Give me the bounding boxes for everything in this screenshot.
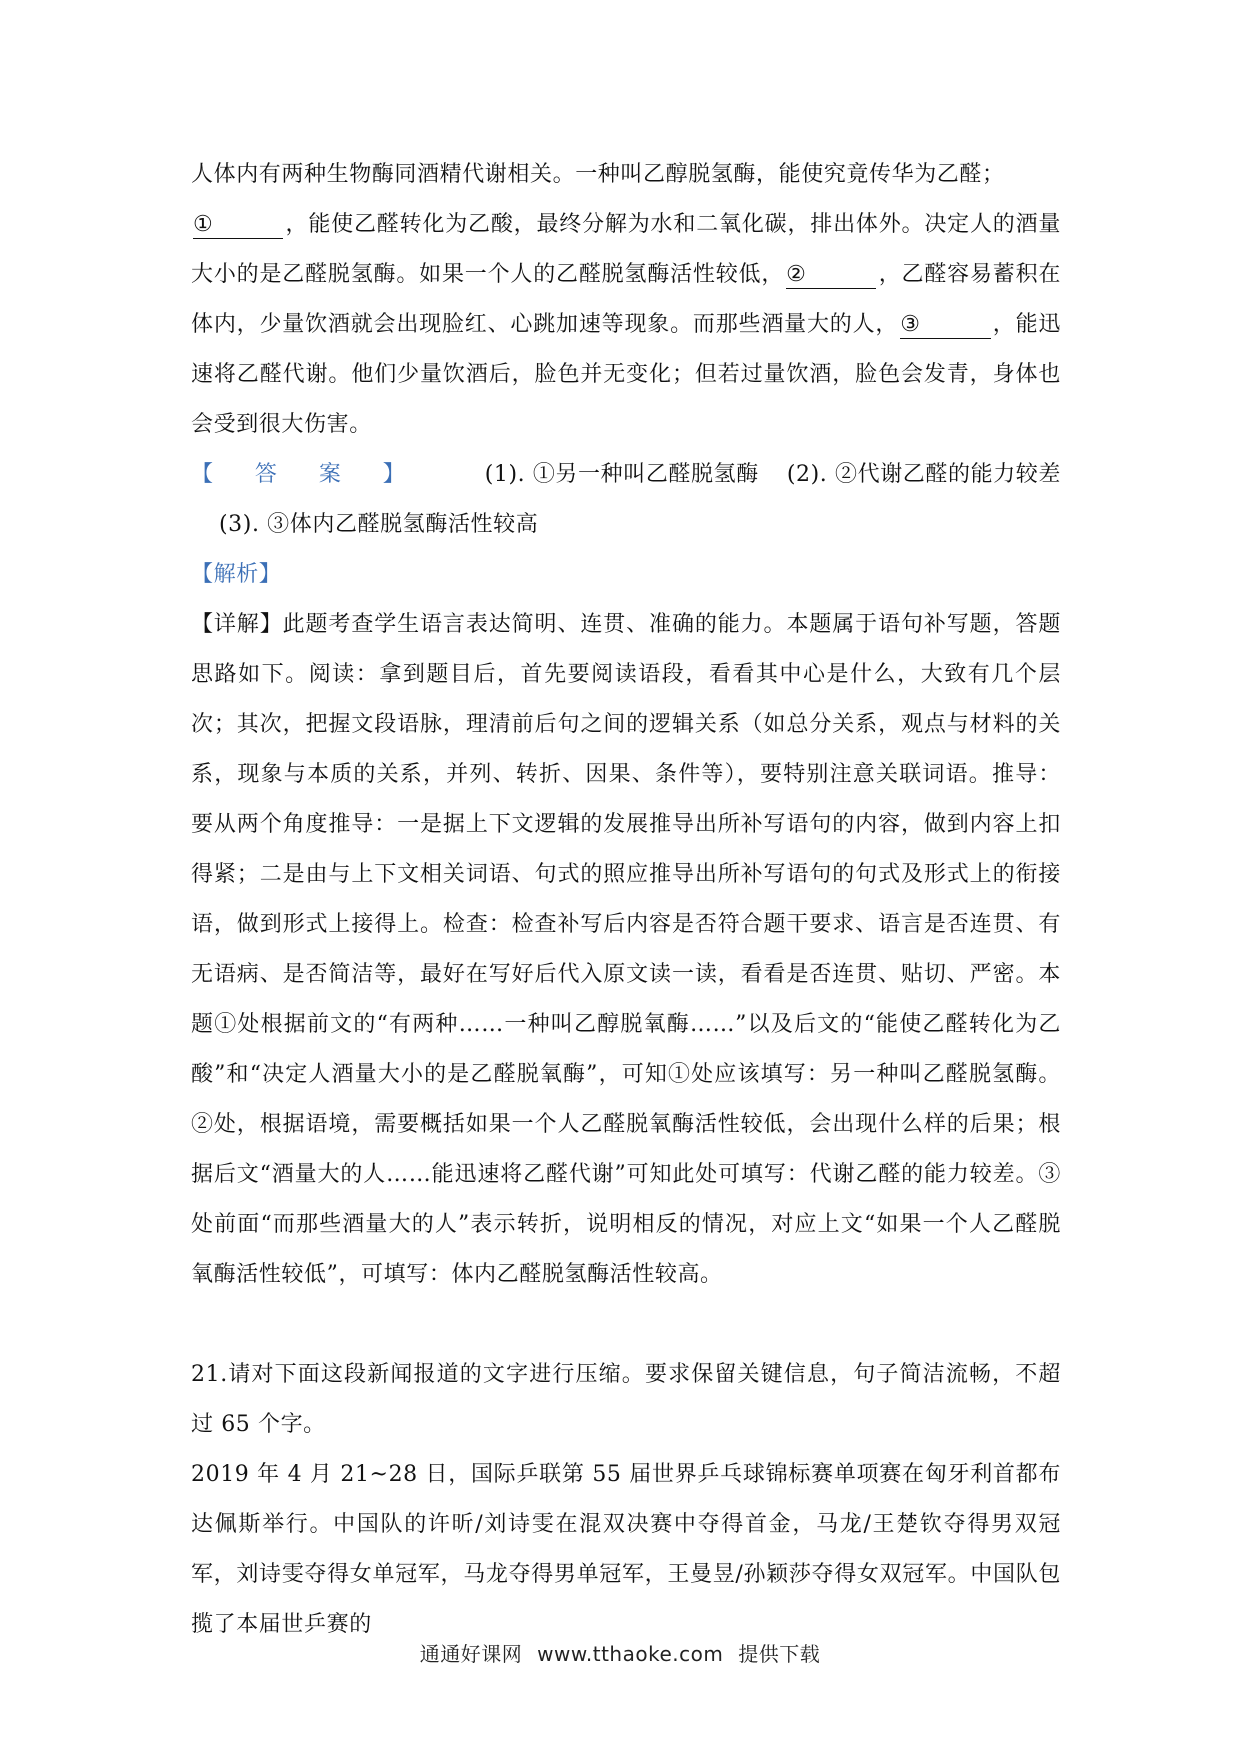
footer-site: 通通好课网 — [419, 1642, 523, 1666]
analysis-detail: 【详解】此题考查学生语言表达简明、连贯、准确的能力。本题属于语句补写题，答题思路如下。阅读：拿到题目后，首先要阅读语段，看看其中心是什么，大致有几个层次；其次，把握文段语脉，理清前后句之间的逻辑关系（如总分关系，观点与材料的关系，现象与本质的关系，并列、转折、因果、条件等），要特别注意关联词语。推导：要从两个角度推导：一是据上下文逻辑的发展推导出所补写语句的内容，做到内容上扣得紧；二是由与上下文相关词语、句式的照应推导出所补写语句的句式及形式上的衔接语，做到形式上接得上。检查：检查补写后内容是否符合题干要求、语言是否连贯、有无语病、是否简洁等，最好在写好后代入原文读一读，看看是否连贯、贴切、严密。本题①处根据前文的“有两种……一种叫乙醇脱氧酶……”以及后文的“能使乙醛转化为乙酸”和“决定人酒量大小的是乙醛脱氧酶”，可知①处应该填写：另一种叫乙醛脱氢酶。②处，根据语境，需要概括如果一个人乙醛脱氧酶活性较低，会出现什么样的后果；根据后文“酒量大的人……能迅速将乙醛代谢”可知此处可填写：代谢乙醛的能力较差。③处前面“而那些酒量大的人”表示转折，说明相反的情况，对应上文“如果一个人乙醛脱氧酶活性较低”，可填写：体内乙醛脱氢酶活性较高。 — [191, 612, 1061, 1287]
answer-tag: 【答案】 — [191, 462, 447, 487]
passage-paragraph — [191, 150, 1061, 450]
footer-suffix: 提供下载 — [738, 1642, 821, 1666]
analysis-heading — [191, 550, 1061, 600]
answer-paragraph — [191, 450, 1061, 550]
footer-url[interactable]: www.tthaoke.com — [537, 1642, 724, 1666]
page-footer — [0, 1638, 1240, 1667]
passage-line1: 人体内有两种生物酶同酒精代谢相关。一种叫乙醇脱氢酶，能使究竟传华为乙醛； — [191, 162, 1005, 187]
question-21-body: 2019 年 4 月 21~28 日，国际乒联第 55 届世界乒乓球锦标赛单项赛在匈牙利首都布达佩斯举行。中国队的许昕/刘诗雯在混双决赛中夺得首金，马龙/王楚钦夺得男双冠军，刘诗雯夺得女单冠军，马龙夺得男单冠军，王曼昱/孙颖莎夺得女双冠军。中国队包揽了本届世乒赛的 — [191, 1462, 1061, 1637]
passage-after-blank3: ，能迅速将乙醛代谢。他们少量饮酒后，脸色并无变化；但若过量饮酒，脸色会发青，身体也会受到很大伤害。 — [191, 312, 1061, 437]
blank-3: ③ — [900, 312, 990, 339]
answer-item-1: (1). ①另一种叫乙醛脱氢酶 — [484, 462, 759, 487]
passage-after-blank2: ，乙醛容易蓄积在体内，少量饮酒就会出现脸红、心跳加速等现象。而那些酒量大的人， — [191, 262, 1061, 337]
passage-after-blank1: ，能使乙醛转化为乙酸，最终分解为水和二氧化碳，排出体外。决定人的酒量大小的是乙醛脱氢酶。如果一个人的乙醛脱氢酶活性较低， — [191, 212, 1061, 287]
answer-item-3: (3). ③体内乙醛脱氢酶活性较高 — [219, 512, 539, 537]
analysis-tag: 【解析】 — [191, 562, 282, 587]
blank-2: ② — [786, 262, 876, 289]
page-content — [191, 150, 1061, 1650]
spacer — [191, 1300, 1061, 1350]
question-21-prompt: 21.请对下面这段新闻报道的文字进行压缩。要求保留关键信息，句子简洁流畅，不超过 65 个字。 — [191, 1362, 1061, 1437]
answer-item-2: (2). ②代谢乙醛的能力较差 — [786, 462, 1061, 487]
blank-1: ① — [193, 212, 283, 239]
